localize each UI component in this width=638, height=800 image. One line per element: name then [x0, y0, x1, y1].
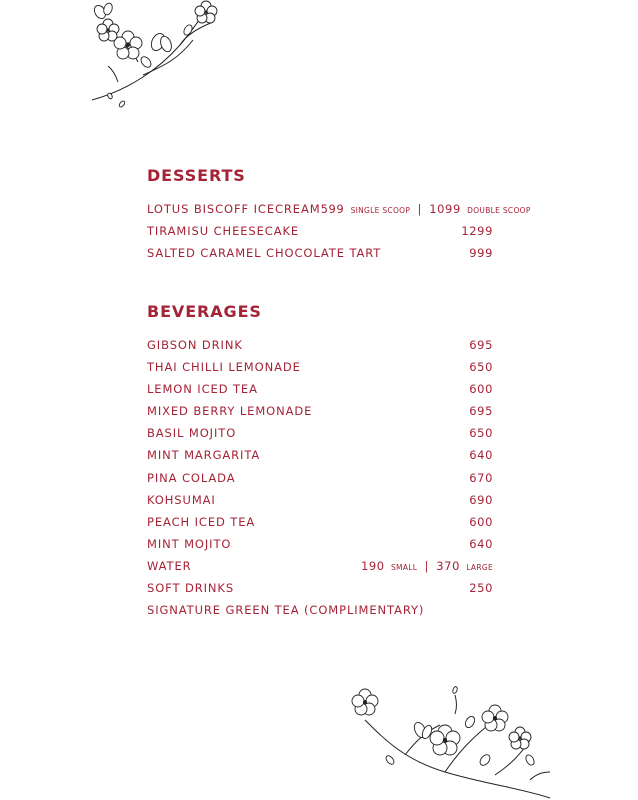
item-name: SOFT DRINKS [147, 581, 235, 596]
size-label-small: SMALL [390, 562, 418, 572]
item-name: KOHSUMAI [147, 492, 216, 507]
menu-item [147, 533, 493, 555]
item-name: LOTUS BISCOFF ICECREAM [147, 202, 321, 216]
item-price: 1299 [461, 224, 493, 239]
beverages-section [147, 302, 493, 621]
item-name: TIRAMISU CHEESECAKE [147, 224, 300, 239]
item-name: PINA COLADA [147, 470, 236, 485]
menu-item [147, 334, 493, 356]
desserts-section [147, 166, 531, 264]
menu-item [147, 444, 493, 466]
price-large: 370 [436, 558, 460, 573]
item-name: LEMON ICED TEA [147, 382, 258, 397]
item-price: 600 [469, 514, 493, 529]
item-name: SIGNATURE GREEN TEA (COMPLIMENTARY) [147, 603, 425, 618]
item-price: 650 [469, 426, 493, 441]
item-name: MIXED BERRY LEMONADE [147, 404, 313, 419]
menu-item [147, 467, 493, 489]
menu-item [147, 356, 493, 378]
item-price: 250 [469, 581, 493, 596]
price-separator: | [424, 558, 429, 573]
menu-item [147, 599, 493, 621]
item-price: 690 [469, 492, 493, 507]
item-price: 670 [469, 470, 493, 485]
item-price: 640 [469, 448, 493, 463]
cherry-blossom-bottom-icon [345, 680, 555, 800]
price-separator: | [417, 202, 422, 216]
item-price: 650 [469, 360, 493, 375]
menu-item [147, 378, 493, 400]
menu-item [147, 511, 493, 533]
item-price: 999 [469, 246, 493, 261]
item-name: THAI CHILLI LEMONADE [147, 360, 301, 375]
menu-item [147, 220, 493, 242]
item-name: PEACH ICED TEA [147, 514, 256, 529]
item-price: 695 [469, 338, 493, 352]
item-price: 600 [469, 382, 493, 397]
price-double-scoop: 1099 [429, 202, 461, 216]
item-name: MINT MOJITO [147, 536, 232, 551]
size-label-double-scoop: DOUBLE SCOOP [467, 206, 531, 215]
item-name: SALTED CARAMEL CHOCOLATE TART [147, 246, 382, 261]
menu-item [147, 577, 493, 599]
menu-item [147, 400, 493, 422]
item-price [321, 198, 531, 222]
desserts-title: DESSERTS [147, 166, 246, 185]
menu-item [147, 242, 493, 264]
menu-item [147, 555, 493, 577]
price-single-scoop: 599 [320, 202, 345, 216]
menu-item [147, 198, 531, 220]
item-name: MINT MARGARITA [147, 448, 261, 463]
beverages-title: BEVERAGES [147, 302, 262, 321]
menu-item [147, 422, 493, 444]
item-name: GIBSON DRINK [147, 338, 243, 352]
item-price: 640 [469, 536, 493, 551]
cherry-blossom-top-icon [88, 0, 238, 115]
item-name: WATER [147, 558, 192, 573]
item-price: 695 [469, 404, 493, 419]
size-label-large: LARGE [466, 562, 493, 572]
size-label-single-scoop: SINGLE SCOOP [350, 206, 411, 215]
price-small: 190 [360, 558, 385, 573]
item-name: BASIL MOJITO [147, 426, 237, 441]
item-price [361, 555, 493, 579]
menu-item [147, 489, 493, 511]
